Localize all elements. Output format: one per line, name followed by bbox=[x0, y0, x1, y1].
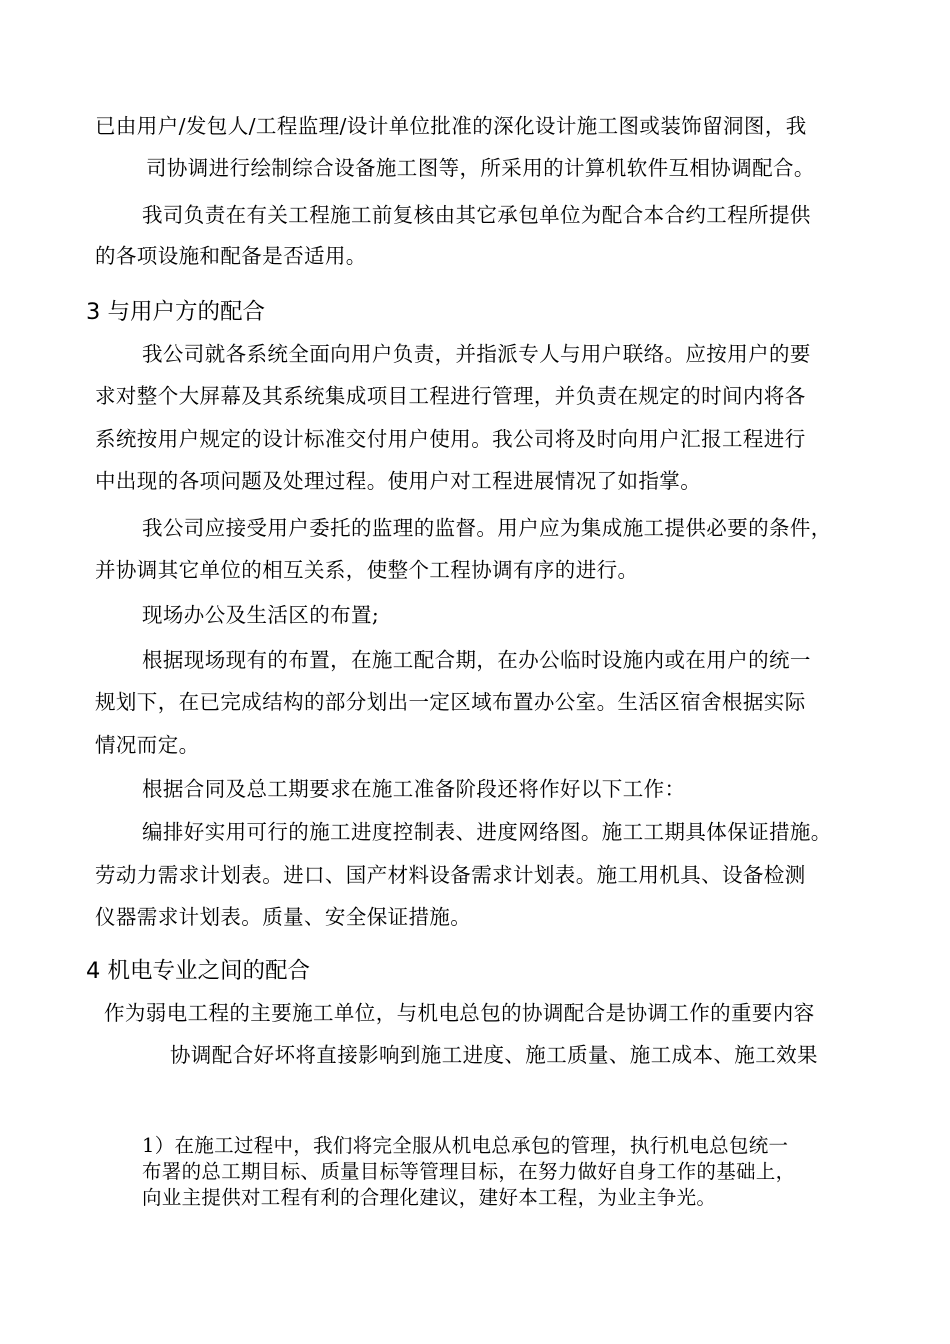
section-3-line: 规划下，在已完成结构的部分划出一定区域布置办公室。生活区宿舍根据实际 bbox=[95, 690, 806, 714]
section-3-line: 根据现场现有的布置，在施工配合期，在办公临时设施内或在用户的统一 bbox=[142, 648, 811, 672]
intro-line-4: 的各项设施和配备是否适用。 bbox=[95, 244, 367, 268]
section-3-line: 情况而定。 bbox=[95, 733, 200, 757]
section-3-line: 并协调其它单位的相互关系，使整个工程协调有序的进行。 bbox=[95, 558, 639, 582]
section-4-heading: 4 机电专业之间的配合 bbox=[86, 958, 310, 984]
section-3-line: 仪器需求计划表。质量、安全保证措施。 bbox=[95, 905, 472, 929]
section-3-line: 现场办公及生活区的布置; bbox=[142, 603, 380, 627]
section-4-line: 作为弱电工程的主要施工单位，与机电总包的协调配合是协调工作的重要内容 bbox=[104, 1001, 815, 1025]
section-3-line: 求对整个大屏幕及其系统集成项目工程进行管理，并负责在规定的时间内将各 bbox=[95, 384, 806, 408]
section-3-line: 中出现的各项问题及处理过程。使用户对工程进展情况了如指掌。 bbox=[95, 469, 702, 493]
section-4-line: 协调配合好坏将直接影响到施工进度、施工质量、施工成本、施工效果 bbox=[170, 1043, 818, 1067]
list-item-1-line: 1）在施工过程中，我们将完全服从机电总承包的管理，执行机电总包统一 bbox=[142, 1134, 789, 1157]
section-3-line: 我公司应接受用户委托的监理的监督。用户应为集成施工提供必要的条件， bbox=[142, 516, 832, 540]
list-item-1-line: 布署的总工期目标、质量目标等管理目标，在努力做好自身工作的基础上， bbox=[142, 1160, 796, 1183]
intro-line-2: 司协调进行绘制综合设备施工图等，所采用的计算机软件互相协调配合。 bbox=[146, 156, 815, 180]
intro-line-1: 已由用户/发包人/工程监理/设计单位批准的深化设计施工图或装饰留洞图，我 bbox=[95, 114, 807, 138]
section-3-line: 系统按用户规定的设计标准交付用户使用。我公司将及时向用户汇报工程进行 bbox=[95, 427, 806, 451]
section-3-line: 编排好实用可行的施工进度控制表、进度网络图。施工工期具体保证措施。 bbox=[142, 820, 832, 844]
section-3-line: 我公司就各系统全面向用户负责，并指派专人与用户联络。应按用户的要 bbox=[142, 342, 811, 366]
list-item-1-line: 向业主提供对工程有利的合理化建议，建好本工程，为业主争光。 bbox=[142, 1186, 717, 1209]
section-3-heading: 3 与用户方的配合 bbox=[86, 299, 265, 325]
section-3-line: 劳动力需求计划表。进口、国产材料设备需求计划表。施工用机具、设备检测 bbox=[95, 863, 806, 887]
intro-line-3: 我司负责在有关工程施工前复核由其它承包单位为配合本合约工程所提供 bbox=[142, 203, 811, 227]
section-3-line: 根据合同及总工期要求在施工准备阶段还将作好以下工作： bbox=[142, 777, 686, 801]
